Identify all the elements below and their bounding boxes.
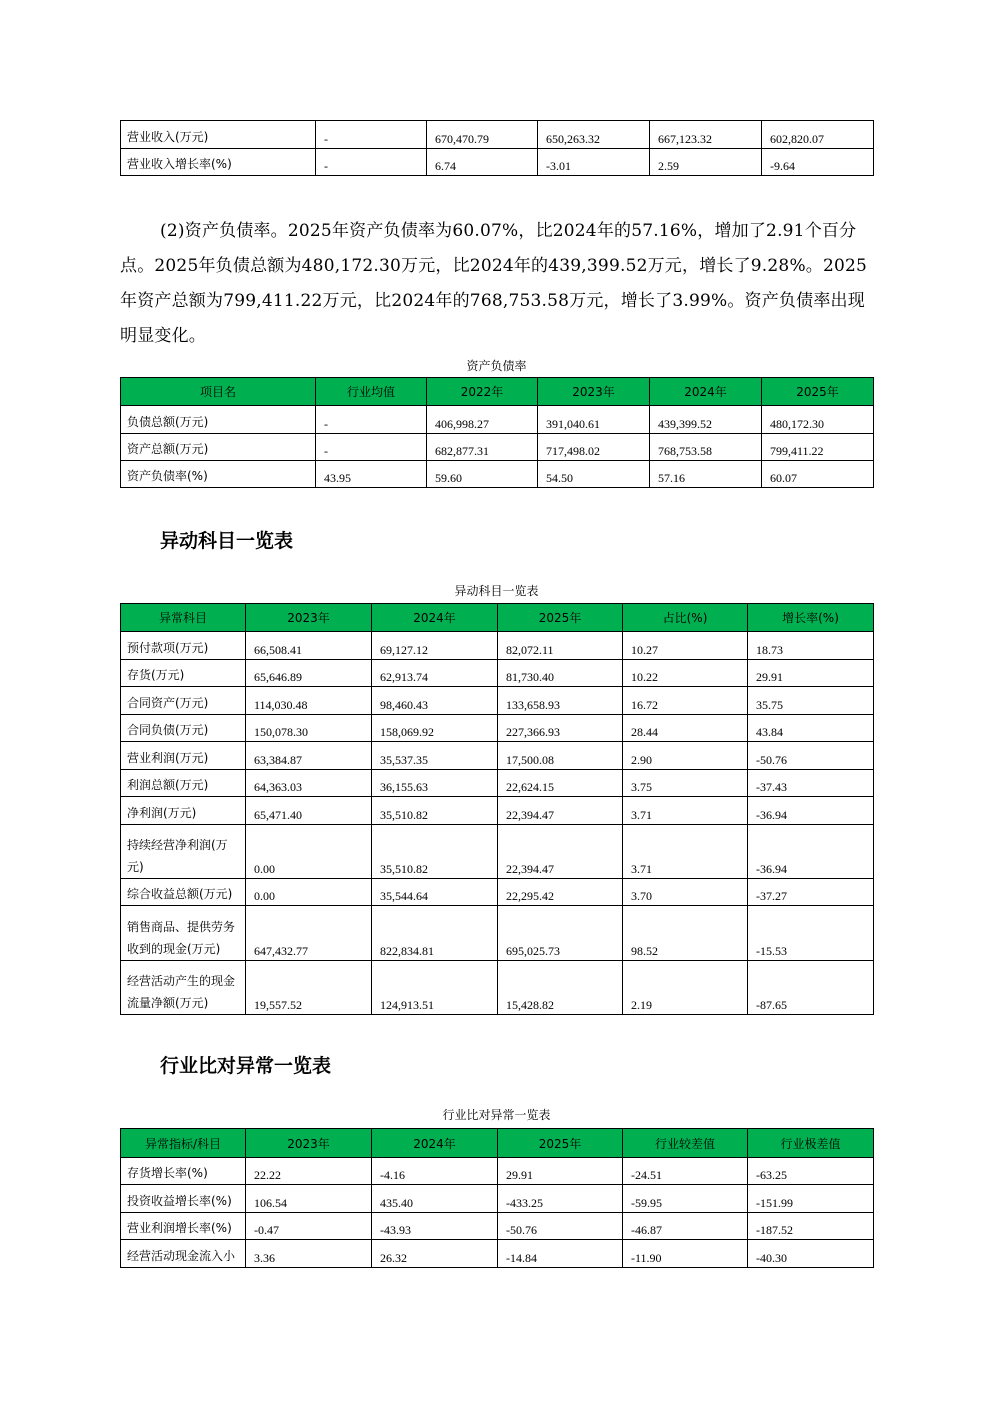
value-cell: 22,295.42 <box>498 879 623 906</box>
table-row <box>121 1240 874 1268</box>
value-cell: -36.94 <box>748 797 874 825</box>
column-header: 2025年 <box>498 604 623 632</box>
value-cell: 10.27 <box>623 632 748 660</box>
value-cell: 35,510.82 <box>372 825 498 879</box>
value-cell: -37.43 <box>748 770 874 797</box>
value-cell: -36.94 <box>748 825 874 879</box>
value-cell: 66,508.41 <box>246 632 372 660</box>
value-cell: 98.52 <box>623 906 748 961</box>
industry-avg-cell: - <box>316 434 427 461</box>
value-cell: 22,394.47 <box>498 797 623 825</box>
table-row <box>121 742 874 770</box>
row-label: 持续经营净利润(万元) <box>121 825 246 879</box>
value-cell: 19,557.52 <box>246 961 372 1015</box>
column-header: 增长率(%) <box>748 604 874 632</box>
value-cell: 29.91 <box>748 660 874 687</box>
table-row <box>121 770 874 797</box>
table-row <box>121 149 874 176</box>
table-row <box>121 797 874 825</box>
value-cell: 670,470.79 <box>427 121 538 149</box>
row-label: 营业利润(万元) <box>121 742 246 770</box>
value-cell: 22.22 <box>246 1158 372 1185</box>
value-cell: 227,366.93 <box>498 715 623 742</box>
section-heading: 异动科目一览表 <box>160 530 294 552</box>
column-header: 2025年 <box>762 378 874 406</box>
industry-avg-cell: - <box>316 121 427 149</box>
value-cell: 10.22 <box>623 660 748 687</box>
value-cell: 602,820.07 <box>762 121 874 149</box>
column-header: 行业均值 <box>316 378 427 406</box>
table-row <box>121 687 874 715</box>
value-cell: -15.53 <box>748 906 874 961</box>
value-cell: 0.00 <box>246 825 372 879</box>
value-cell: 29.91 <box>498 1158 623 1185</box>
table-row <box>121 121 874 149</box>
value-cell: 69,127.12 <box>372 632 498 660</box>
value-cell: 768,753.58 <box>650 434 762 461</box>
column-header: 2025年 <box>498 1129 623 1158</box>
value-cell: -9.64 <box>762 149 874 176</box>
row-label: 存货(万元) <box>121 660 246 687</box>
value-cell: 3.70 <box>623 879 748 906</box>
value-cell: 3.36 <box>246 1240 372 1268</box>
value-cell: 647,432.77 <box>246 906 372 961</box>
value-cell: -37.27 <box>748 879 874 906</box>
value-cell: -63.25 <box>748 1158 874 1185</box>
row-label: 销售商品、提供劳务收到的现金(万元) <box>121 906 246 961</box>
value-cell: 682,877.31 <box>427 434 538 461</box>
value-cell: 65,471.40 <box>246 797 372 825</box>
table-row <box>121 632 874 660</box>
value-cell: -433.25 <box>498 1185 623 1213</box>
row-label: 投资收益增长率(%) <box>121 1185 246 1213</box>
row-label: 合同资产(万元) <box>121 687 246 715</box>
value-cell: 60.07 <box>762 461 874 488</box>
value-cell: -187.52 <box>748 1213 874 1240</box>
row-label: 预付款项(万元) <box>121 632 246 660</box>
column-header: 异常指标/科目 <box>121 1129 246 1158</box>
value-cell: 150,078.30 <box>246 715 372 742</box>
column-header: 2023年 <box>538 378 650 406</box>
value-cell: -11.90 <box>623 1240 748 1268</box>
value-cell: 63,384.87 <box>246 742 372 770</box>
value-cell: 35.75 <box>748 687 874 715</box>
value-cell: 64,363.03 <box>246 770 372 797</box>
value-cell: 16.72 <box>623 687 748 715</box>
table-caption: 行业比对异常一览表 <box>442 1108 551 1122</box>
value-cell: 439,399.52 <box>650 406 762 434</box>
value-cell: -3.01 <box>538 149 650 176</box>
value-cell: 114,030.48 <box>246 687 372 715</box>
value-cell: 28.44 <box>623 715 748 742</box>
column-header: 2022年 <box>427 378 538 406</box>
value-cell: 57.16 <box>650 461 762 488</box>
value-cell: -46.87 <box>623 1213 748 1240</box>
table-header-row <box>121 604 874 632</box>
value-cell: 799,411.22 <box>762 434 874 461</box>
section-heading: 行业比对异常一览表 <box>160 1055 332 1077</box>
industry-avg-cell: - <box>316 406 427 434</box>
table-row <box>121 961 874 1015</box>
table-row <box>121 1158 874 1185</box>
row-label: 综合收益总额(万元) <box>121 879 246 906</box>
value-cell: 2.19 <box>623 961 748 1015</box>
row-label: 经营活动现金流入小 <box>121 1240 246 1268</box>
table-row <box>121 879 874 906</box>
value-cell: -0.47 <box>246 1213 372 1240</box>
value-cell: 695,025.73 <box>498 906 623 961</box>
column-header: 2024年 <box>650 378 762 406</box>
value-cell: 0.00 <box>246 879 372 906</box>
table-row <box>121 1213 874 1240</box>
value-cell: -59.95 <box>623 1185 748 1213</box>
value-cell: -50.76 <box>498 1213 623 1240</box>
value-cell: -87.65 <box>748 961 874 1015</box>
value-cell: 98,460.43 <box>372 687 498 715</box>
value-cell: 81,730.40 <box>498 660 623 687</box>
column-header: 占比(%) <box>623 604 748 632</box>
table-row <box>121 715 874 742</box>
paragraph-text: (2)资产负债率。2025年资产负债率为60.07%，比2024年的57.16%，增加了2.91个百分点。2025年负债总额为480,172.30万元，比2024年的439,399.52万元，增长了9.28%。2025年资产总额为799,411.22万元，比2024年的768,753.58万元，增长了3.99%。资产负债率出现明显变化。 <box>120 221 868 346</box>
value-cell: 35,544.64 <box>372 879 498 906</box>
table-row <box>121 1185 874 1213</box>
anomaly-table <box>120 603 874 1015</box>
value-cell: 667,123.32 <box>650 121 762 149</box>
value-cell: 59.60 <box>427 461 538 488</box>
table-row <box>121 906 874 961</box>
column-header: 2023年 <box>246 604 372 632</box>
table-row <box>121 434 874 461</box>
table-row <box>121 406 874 434</box>
row-label: 资产负债率(%) <box>121 461 316 488</box>
value-cell: -151.99 <box>748 1185 874 1213</box>
value-cell: -40.30 <box>748 1240 874 1268</box>
value-cell: 22,394.47 <box>498 825 623 879</box>
value-cell: 18.73 <box>748 632 874 660</box>
value-cell: -4.16 <box>372 1158 498 1185</box>
value-cell: 822,834.81 <box>372 906 498 961</box>
value-cell: 106.54 <box>246 1185 372 1213</box>
column-header: 项目名 <box>121 378 316 406</box>
value-cell: 15,428.82 <box>498 961 623 1015</box>
value-cell: -50.76 <box>748 742 874 770</box>
column-header: 行业极差值 <box>748 1129 874 1158</box>
value-cell: 65,646.89 <box>246 660 372 687</box>
table-row <box>121 660 874 687</box>
industry-table-body <box>121 1158 874 1268</box>
row-label: 存货增长率(%) <box>121 1158 246 1185</box>
revenue-table <box>120 120 874 176</box>
industry-avg-cell: - <box>316 149 427 176</box>
value-cell: 124,913.51 <box>372 961 498 1015</box>
value-cell: -43.93 <box>372 1213 498 1240</box>
table-caption: 异动科目一览表 <box>454 584 539 598</box>
value-cell: 2.59 <box>650 149 762 176</box>
row-label: 经营活动产生的现金流量净额(万元) <box>121 961 246 1015</box>
value-cell: 480,172.30 <box>762 406 874 434</box>
row-label: 资产总额(万元) <box>121 434 316 461</box>
debt-ratio-table <box>120 377 874 488</box>
value-cell: 391,040.61 <box>538 406 650 434</box>
value-cell: 435.40 <box>372 1185 498 1213</box>
table-row <box>121 825 874 879</box>
value-cell: 35,537.35 <box>372 742 498 770</box>
value-cell: 133,658.93 <box>498 687 623 715</box>
value-cell: 406,998.27 <box>427 406 538 434</box>
anomaly-table-body <box>121 632 874 1015</box>
row-label: 合同负债(万元) <box>121 715 246 742</box>
table-header-row <box>121 378 874 406</box>
row-label: 利润总额(万元) <box>121 770 246 797</box>
industry-comparison-table <box>120 1128 874 1268</box>
column-header: 2023年 <box>246 1129 372 1158</box>
value-cell: 717,498.02 <box>538 434 650 461</box>
value-cell: 22,624.15 <box>498 770 623 797</box>
column-header: 异常科目 <box>121 604 246 632</box>
column-header: 2024年 <box>372 604 498 632</box>
value-cell: 36,155.63 <box>372 770 498 797</box>
row-label: 营业收入增长率(%) <box>121 149 316 176</box>
value-cell: 82,072.11 <box>498 632 623 660</box>
value-cell: 6.74 <box>427 149 538 176</box>
value-cell: 3.71 <box>623 825 748 879</box>
value-cell: 17,500.08 <box>498 742 623 770</box>
value-cell: 2.90 <box>623 742 748 770</box>
value-cell: 3.71 <box>623 797 748 825</box>
value-cell: 3.75 <box>623 770 748 797</box>
value-cell: 43.84 <box>748 715 874 742</box>
value-cell: -24.51 <box>623 1158 748 1185</box>
value-cell: 54.50 <box>538 461 650 488</box>
value-cell: 62,913.74 <box>372 660 498 687</box>
row-label: 营业利润增长率(%) <box>121 1213 246 1240</box>
row-label: 营业收入(万元) <box>121 121 316 149</box>
industry-avg-cell: 43.95 <box>316 461 427 488</box>
value-cell: -14.84 <box>498 1240 623 1268</box>
table-header-row <box>121 1129 874 1158</box>
value-cell: 650,263.32 <box>538 121 650 149</box>
column-header: 2024年 <box>372 1129 498 1158</box>
debt-ratio-paragraph <box>120 214 880 354</box>
column-header: 行业较差值 <box>623 1129 748 1158</box>
value-cell: 35,510.82 <box>372 797 498 825</box>
value-cell: 158,069.92 <box>372 715 498 742</box>
value-cell: 26.32 <box>372 1240 498 1268</box>
row-label: 负债总额(万元) <box>121 406 316 434</box>
table-row <box>121 461 874 488</box>
row-label: 净利润(万元) <box>121 797 246 825</box>
table-caption: 资产负债率 <box>466 359 527 373</box>
